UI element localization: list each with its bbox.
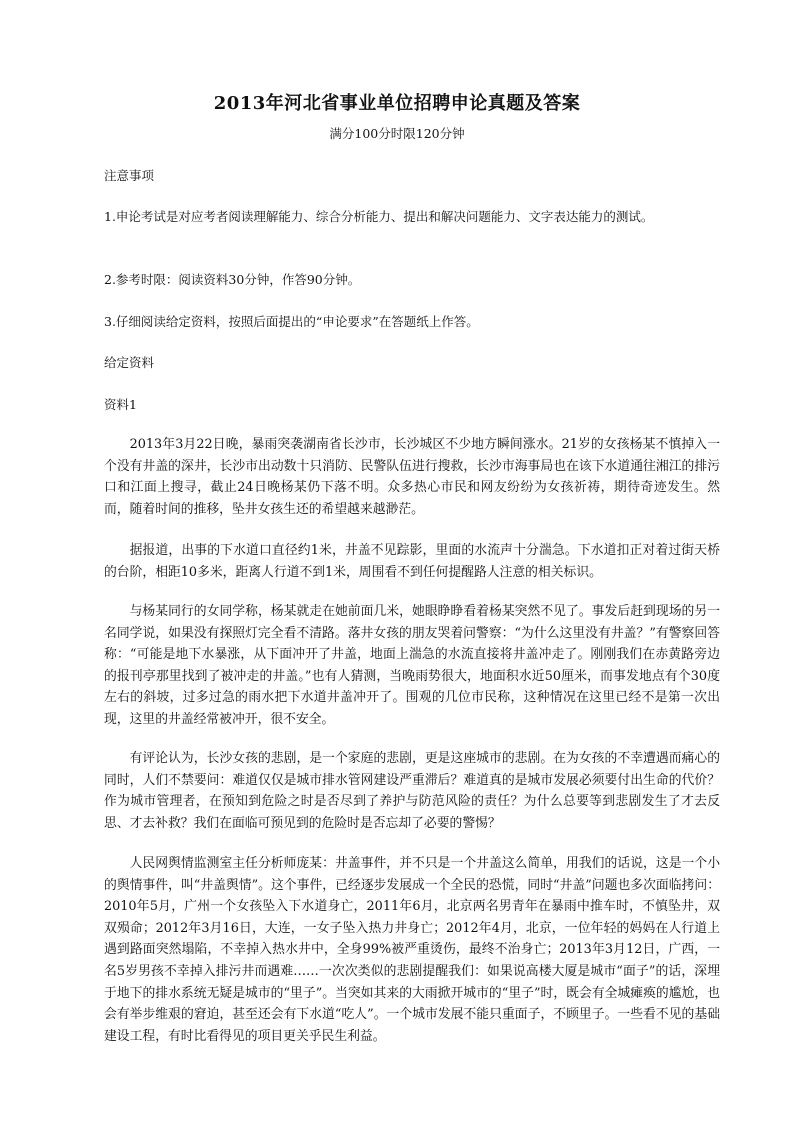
material-paragraph-3: 与杨某同行的女同学称，杨某就走在她前面几米，她眼睁睁看着杨某突然不见了。事发后赶到现场的另一名同学说，如果没有探照灯完全看不清路。落井女孩的朋友哭着问警察：“为什么这里没有井盖？”有警察回答称：“可能是地下水暴涨，从下面冲开了井盖，地面上湍急的水流直接将井盖冲走了。刚刚我们在赤黄路旁边的报刊亭那里找到了被冲走的井盖。”也有人猜测，当晚雨势很大，地面积水近50厘米，而事发地点有个30度左右的斜坡，过多过急的雨水把下水道井盖冲开了。围观的几位市民称，这种情况在这里已经不是第一次出现，这里的井盖经常被冲开，很不安全。	[104, 604, 720, 727]
material-paragraph-1: 2013年3月22日晚，暴雨突袭湖南省长沙市，长沙城区不少地方瞬间涨水。21岁的女孩杨某不慎掉入一个没有井盖的深井，长沙市出动数十只消防、民警队伍进行搜救，长沙市海事局也在该下水道通往湘江的排污口和江面上搜寻，截止24日晚杨某仍下落不明。众多热心市民和网友纷纷为女孩祈祷，期待奇迹发生。然而，随着时间的推移，坠井女孩生还的希望越来越渺茫。	[104, 437, 720, 517]
notice-item-3: 3.仔细阅读给定资料，按照后面提出的“申论要求”在答题纸上作答。	[104, 314, 479, 329]
material-1-heading: 资料1	[104, 397, 137, 412]
notice-item-1: 1.申论考试是对应考者阅读理解能力、综合分析能力、提出和解决问题能力、文字表达能力的测试。	[104, 209, 654, 224]
material-paragraph-4: 有评论认为，长沙女孩的悲剧，是一个家庭的悲剧，更是这座城市的悲剧。在为女孩的不幸遭遇而痛心的同时，人们不禁要问：难道仅仅是城市排水管网建设严重滞后？难道真的是城市发展必须要付出生命的代价？作为城市管理者，在预知到危险之时是否尽到了养护与防范风险的责任？为什么总要等到悲剧发生了才去反思、才去补救？我们在面临可预见到的危险时是否忘却了必要的警惕？	[104, 751, 720, 831]
notice-item-2: 2.参考时限：阅读资料30分钟，作答90分钟。	[104, 272, 361, 287]
document-subtitle: 满分100分时限120分钟	[329, 126, 465, 141]
material-paragraph-2: 据报道，出事的下水道口直径约1米，井盖不见踪影，里面的水流声十分湍急。下水道扣正对着过街天桥的台阶，相距10多米，距离人行道不到1米，周围看不到任何提醒路人注意的相关标识。	[104, 543, 720, 580]
material-paragraph-5: 人民网舆情监测室主任分析师庞某：井盖事件，并不只是一个井盖这么简单，用我们的话说，这是一个小的舆情事件，叫“井盖舆情”。这个事件，已经逐步发展成一个全民的恐慌，同时“井盖”问题也多次面临拷问：2010年5月，广州一个女孩坠入下水道身亡，2011年6月，北京两名男青年在暴雨中推车时，不慎坠井，双双殒命；2012年3月16日，大连，一女子坠入热力井身亡；2012年4月，北京，一位年轻的妈妈在人行道上遇到路面突然塌陷，不幸掉入热水井中，全身99%被严重烫伤，最终不治身亡；2013年3月12日，广西，一名5岁男孩不幸掉入排污井而遇难……一次次类似的悲剧提醒我们：如果说高楼大厦是城市“面子”的话，深埋于地下的排水系统无疑是城市的“里子”。当突如其来的大雨掀开城市的“里子”时，既会有全城瘫痪的尴尬，也会有举步维艰的窘迫，甚至还会有下水道“吃人”。一个城市发展不能只重面子，不顾里子。一些看不见的基础建设工程，有时比看得见的项目更关乎民生利益。	[104, 856, 720, 1044]
document-title: 2013年河北省事业单位招聘申论真题及答案	[213, 93, 581, 114]
notice-heading: 注意事项	[104, 168, 155, 183]
materials-heading: 给定资料	[104, 355, 155, 370]
